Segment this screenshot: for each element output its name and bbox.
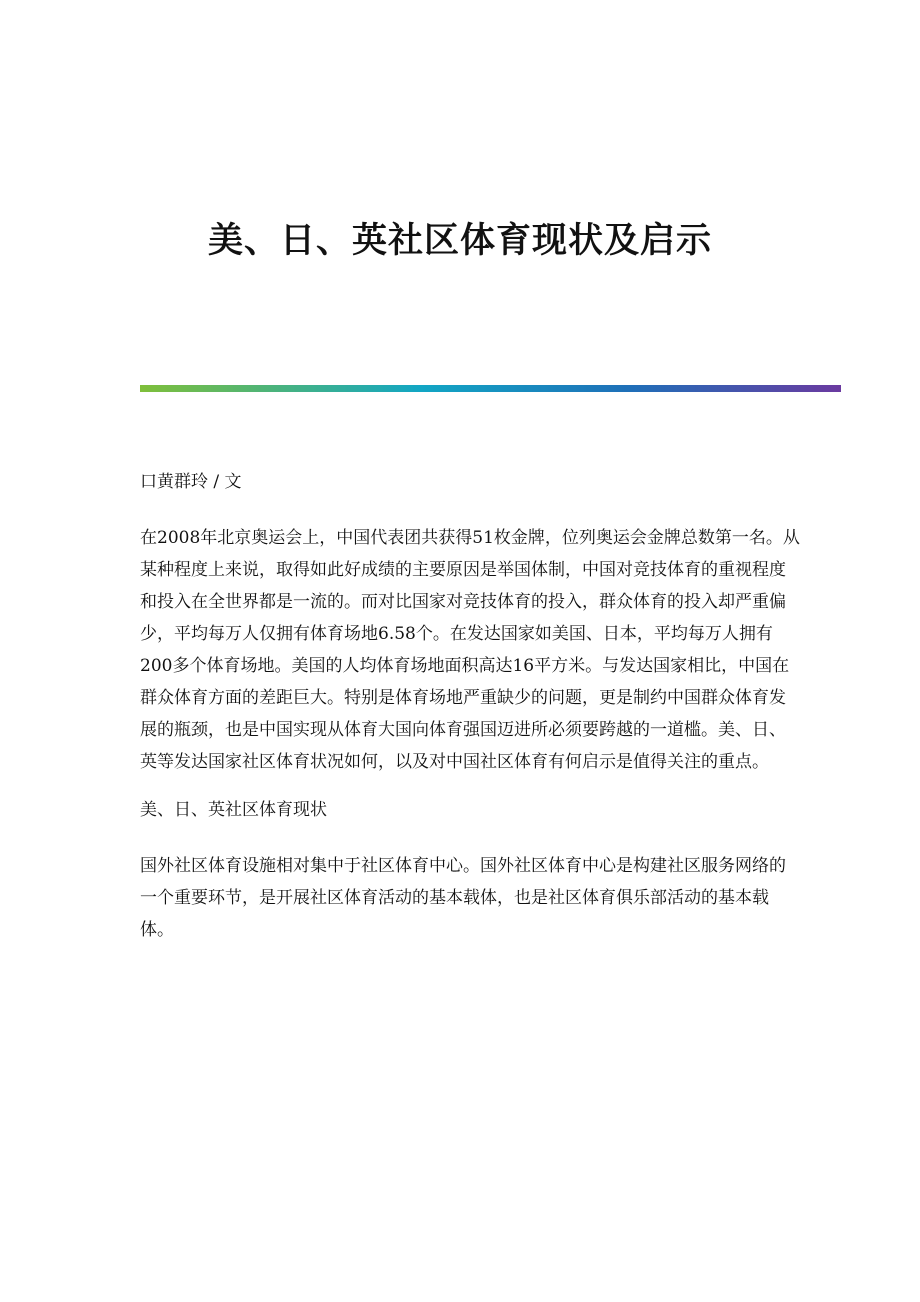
author-line: 口黄群玲 / 文 [140, 472, 242, 492]
intro-paragraph: 在2008年北京奥运会上，中国代表团共获得51枚金牌，位列奥运会金牌总数第一名。从某种程度上来说，取得如此好成绩的主要原因是举国体制，中国对竞技体育的重视程度和投入在全世界都是一流的。而对比国家对竞技体育的投入，群众体育的投入却严重偏少，平均每万人仅拥有体育场地6.58个。在发达国家如美国、日本，平均每万人拥有200多个体育场地。美国的人均体育场地面积高达16平方米。与发达国家相比，中国在群众体育方面的差距巨大。特别是体育场地严重缺少的问题，更是制约中国群众体育发展的瓶颈，也是中国实现从体育大国向体育强国迈进所必须要跨越的一道槛。美、日、英等发达国家社区体育状况如何，以及对中国社区体育有何启示是值得关注的重点。 [140, 528, 800, 772]
document-body [140, 466, 800, 962]
section-paragraph: 国外社区体育设施相对集中于社区体育中心。国外社区体育中心是构建社区服务网络的一个重要环节，是开展社区体育活动的基本载体，也是社区体育俱乐部活动的基本载体。 [140, 856, 786, 940]
section-heading: 美、日、英社区体育现状 [140, 800, 327, 820]
title-divider [140, 385, 841, 392]
document-title: 美、日、英社区体育现状及启示 [207, 220, 712, 261]
